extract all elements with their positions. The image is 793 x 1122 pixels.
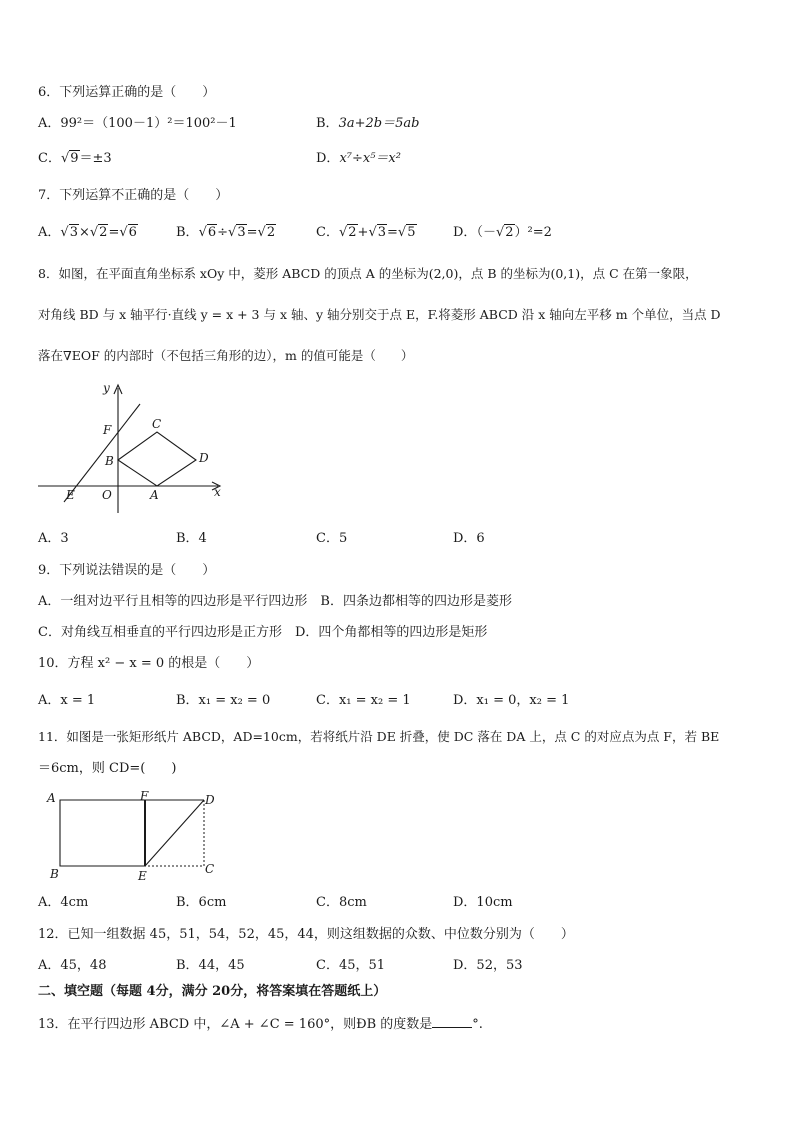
q6-option-a: A．99²＝（100－1）²＝100²－1 — [38, 116, 237, 131]
q13-stem: 13．在平行四边形 ABCD 中，∠A + ∠C = 160°，则ÐB 的度数是 °. — [38, 1017, 483, 1032]
q11-label-d: D — [205, 793, 215, 807]
q12-option-d: D．52，53 — [453, 958, 523, 973]
q8-rhombus-abcd — [118, 432, 196, 486]
q8-label-y: y — [103, 381, 110, 395]
q8-option-d: D．6 — [453, 531, 485, 546]
q12-option-b: B．44，45 — [176, 958, 245, 973]
q8-label-f: F — [103, 423, 112, 437]
q10-stem: 10．方程 x² − x = 0 的根是（ ） — [38, 656, 260, 671]
q8-label-b: B — [105, 454, 114, 468]
q7-option-a: A．√3×√2=√6 — [38, 225, 137, 240]
q8-line-2: 对角线 BD 与 x 轴平行·直线 y = x + 3 与 x 轴、y 轴分别交于点 E，F.将菱形 ABCD 沿 x 轴向左平移 m 个单位，当点 D — [38, 307, 721, 322]
q6-stem: 6．下列运算正确的是（ ） — [38, 85, 216, 100]
q12-option-c: C．45，51 — [316, 958, 386, 973]
q8-line-1: 8．如图，在平面直角坐标系 xOy 中，菱形 ABCD 的顶点 A 的坐标为(2,0)，点 B 的坐标为(0,1)，点 C 在第一象限， — [38, 266, 698, 281]
q8-label-e: E — [66, 488, 75, 502]
q8-figure — [36, 378, 231, 518]
q12-option-a: A．45，48 — [38, 958, 107, 973]
q12-stem: 12．已知一组数据 45，51，54，52，45，44，则这组数据的众数、中位数分别为（ ） — [38, 927, 574, 942]
q13-answer-blank[interactable] — [432, 1015, 472, 1028]
q10-option-d: D．x₁ = 0，x₂ = 1 — [453, 693, 570, 708]
q7-option-c: C．√2+√3=√5 — [316, 225, 416, 240]
q11-label-f: F — [140, 789, 149, 803]
q6-option-d: D．x⁷÷x⁵＝x² — [316, 151, 401, 166]
q8-label-x: x — [214, 485, 221, 499]
q6-option-b: B．3a+2b＝5ab — [316, 116, 420, 131]
section-2-heading: 二、填空题（每题 4分，满分 20分，将答案填在答题纸上） — [38, 984, 387, 999]
q8-label-a: A — [150, 488, 159, 502]
q11-figure — [44, 786, 234, 884]
q8-option-c: C．5 — [316, 531, 348, 546]
q11-line-1: 11．如图是一张矩形纸片 ABCD，AD=10cm，若将纸片沿 DE 折叠，使 DC 落在 DA 上，点 C 的对应点为点 F，若 BE — [38, 729, 720, 744]
q11-option-d: D．10cm — [453, 895, 513, 910]
q8-label-c: C — [152, 417, 162, 431]
q8-line-3: 落在∇EOF 的内部时（不包括三角形的边），m 的值可能是（ ） — [38, 348, 414, 363]
q7-option-d: D．（－√2）²=2 — [453, 225, 552, 240]
q7-option-b: B．√6÷√3=√2 — [176, 225, 276, 240]
q8-option-b: B．4 — [176, 531, 207, 546]
q6-option-c: C．√9＝±3 — [38, 151, 112, 166]
q11-label-a: A — [47, 791, 56, 805]
q11-fold-de — [145, 800, 204, 866]
q7-stem: 7．下列运算不正确的是（ ） — [38, 188, 229, 203]
q10-option-a: A．x = 1 — [38, 693, 96, 708]
q11-label-e: E — [138, 869, 147, 883]
q9-options-ab: A．一组对边平行且相等的四边形是平行四边形 B．四条边都相等的四边形是菱形 — [38, 594, 512, 609]
q9-stem: 9．下列说法错误的是（ ） — [38, 563, 216, 578]
q11-rect-abef — [60, 800, 145, 866]
q8-option-a: A．3 — [38, 531, 69, 546]
q11-option-c: C．8cm — [316, 895, 367, 910]
q11-label-b: B — [50, 867, 59, 881]
q11-option-b: B．6cm — [176, 895, 227, 910]
q11-option-a: A．4cm — [38, 895, 89, 910]
q8-label-d: D — [199, 451, 209, 465]
q10-option-b: B．x₁ = x₂ = 0 — [176, 693, 271, 708]
q8-label-o: O — [102, 488, 112, 502]
q10-option-c: C．x₁ = x₂ = 1 — [316, 693, 411, 708]
q9-options-cd: C．对角线互相垂直的平行四边形是正方形 D．四个角都相等的四边形是矩形 — [38, 625, 488, 640]
q11-line-2: ＝6cm，则 CD=( ) — [38, 761, 177, 776]
q11-label-c: C — [205, 862, 215, 876]
